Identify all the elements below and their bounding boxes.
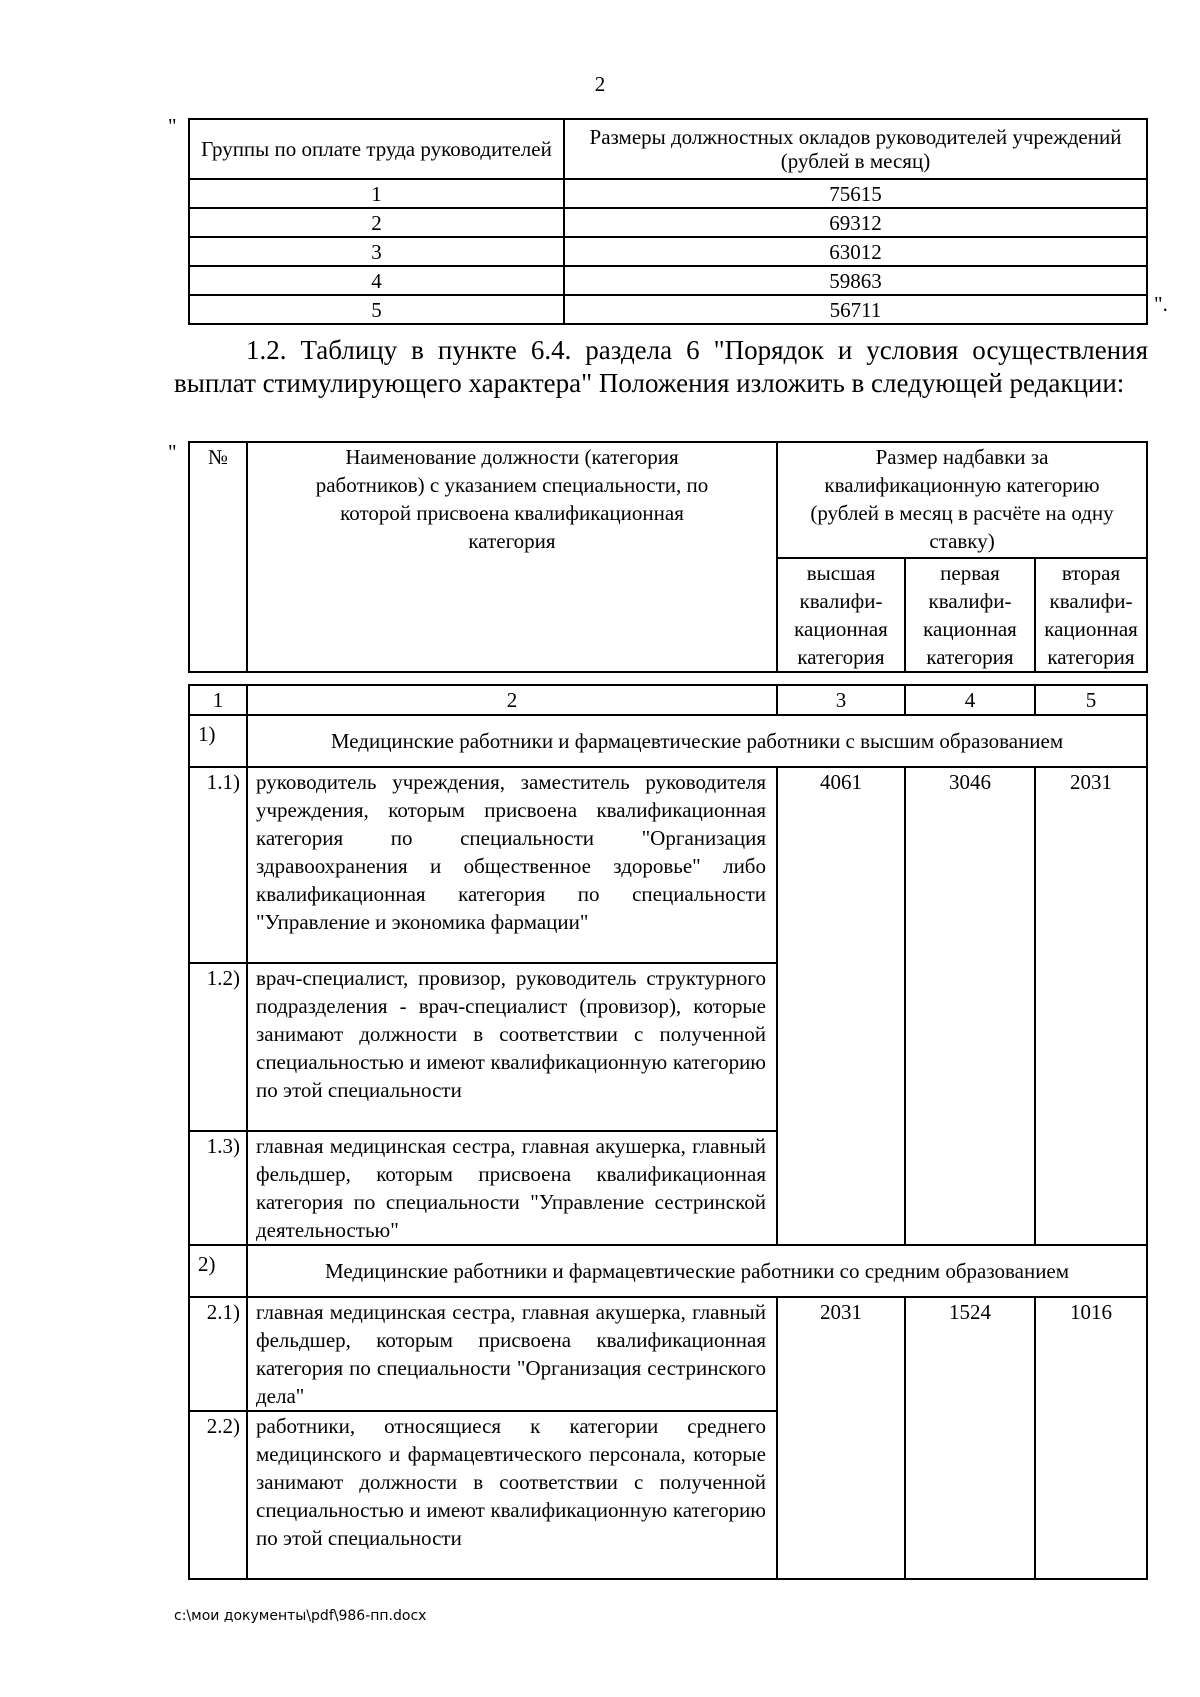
group-cell: 5 <box>189 295 564 324</box>
col-number: 5 <box>1035 685 1147 715</box>
table-row <box>189 295 1147 324</box>
table-row <box>189 237 1147 266</box>
item-text: руководитель учреждения, заместитель руководителя учреждения, которым присвоена квалификационная категория по специальности "Организация здравоохранения и общественное здоровье" либо квалификационная категория по специальности "Управление и экономика фармации" <box>247 767 777 963</box>
header-groups: Группы по оплате труда руководителей <box>189 119 564 179</box>
header-bonus-size: Размер надбавки за квалификационную категорию (рублей в месяц в расчёте на одну ставку) <box>777 442 1147 558</box>
item-index: 1.3) <box>189 1131 247 1245</box>
group-index: 1) <box>189 715 247 767</box>
column-number-row <box>189 685 1147 715</box>
salary-groups-table <box>188 118 1148 325</box>
value-second: 2031 <box>1035 767 1147 1245</box>
salary-cell: 63012 <box>564 237 1147 266</box>
item-index: 1.1) <box>189 767 247 963</box>
table-header-row <box>189 119 1147 179</box>
footer-file-path: c:\мои документы\pdf\986-пп.docx <box>174 1608 427 1624</box>
table-row <box>189 1297 1147 1411</box>
value-first: 3046 <box>905 767 1035 1245</box>
closing-quote: ". <box>1154 292 1168 316</box>
item-text: главная медицинская сестра, главная акушерка, главный фельдшер, которым присвоена квалификационная категория по специальности "Организация сестринского дела" <box>247 1297 777 1411</box>
header-position-name: Наименование должности (категория работников) с указанием специальности, по которой присвоена квалификационная категория <box>247 442 777 672</box>
header-first-category: первая квалифи-кационная категория <box>905 558 1035 672</box>
header-highest-category: высшая квалифи-кационная категория <box>777 558 905 672</box>
table-row <box>189 266 1147 295</box>
group-cell: 3 <box>189 237 564 266</box>
salary-cell: 56711 <box>564 295 1147 324</box>
value-highest: 4061 <box>777 767 905 1245</box>
header-salaries: Размеры должностных окладов руководителей учреждений (рублей в месяц) <box>564 119 1147 179</box>
item-text: работники, относящиеся к категории среднего медицинского и фармацевтического персонала, которые занимают должности в соответствии с полученной специальностью и имеют квалификационную категорию по этой специальности <box>247 1411 777 1579</box>
value-highest: 2031 <box>777 1297 905 1579</box>
bonus-table-header <box>188 441 1148 673</box>
group-cell: 2 <box>189 208 564 237</box>
opening-quote-2: " <box>168 440 177 464</box>
header-second-category: вторая квалифи-кационная категория <box>1035 558 1147 672</box>
table-row <box>189 179 1147 208</box>
group-row <box>189 715 1147 767</box>
bonus-table-body <box>188 684 1148 1580</box>
table-row <box>189 208 1147 237</box>
amendment-paragraph: 1.2. Таблицу в пункте 6.4. раздела 6 "Порядок и условия осуществления выплат стимулирующего характера" Положения изложить в следующей редакции: <box>174 335 1148 398</box>
group-row <box>189 1245 1147 1297</box>
item-text: главная медицинская сестра, главная акушерка, главный фельдшер, которым присвоена квалификационная категория по специальности "Управление сестринской деятельностью" <box>247 1131 777 1245</box>
col-number: 4 <box>905 685 1035 715</box>
value-first: 1524 <box>905 1297 1035 1579</box>
header-number: № <box>189 442 247 672</box>
col-number: 3 <box>777 685 905 715</box>
group-index: 2) <box>189 1245 247 1297</box>
page-number: 2 <box>594 72 606 96</box>
group-title: Медицинские работники и фармацевтические работники с высшим образованием <box>247 715 1147 767</box>
col-number: 2 <box>247 685 777 715</box>
col-number: 1 <box>189 685 247 715</box>
salary-cell: 75615 <box>564 179 1147 208</box>
table-row <box>189 767 1147 963</box>
header-row-top <box>189 442 1147 558</box>
salary-cell: 59863 <box>564 266 1147 295</box>
salary-cell: 69312 <box>564 208 1147 237</box>
group-cell: 1 <box>189 179 564 208</box>
value-second: 1016 <box>1035 1297 1147 1579</box>
group-title: Медицинские работники и фармацевтические работники со средним образованием <box>247 1245 1147 1297</box>
opening-quote: " <box>168 114 177 138</box>
item-index: 2.1) <box>189 1297 247 1411</box>
group-cell: 4 <box>189 266 564 295</box>
item-text: врач-специалист, провизор, руководитель структурного подразделения - врач-специалист (провизор), которые занимают должности в соответствии с полученной специальностью и имеют квалификационную категорию по этой специальности <box>247 963 777 1131</box>
item-index: 2.2) <box>189 1411 247 1579</box>
item-index: 1.2) <box>189 963 247 1131</box>
